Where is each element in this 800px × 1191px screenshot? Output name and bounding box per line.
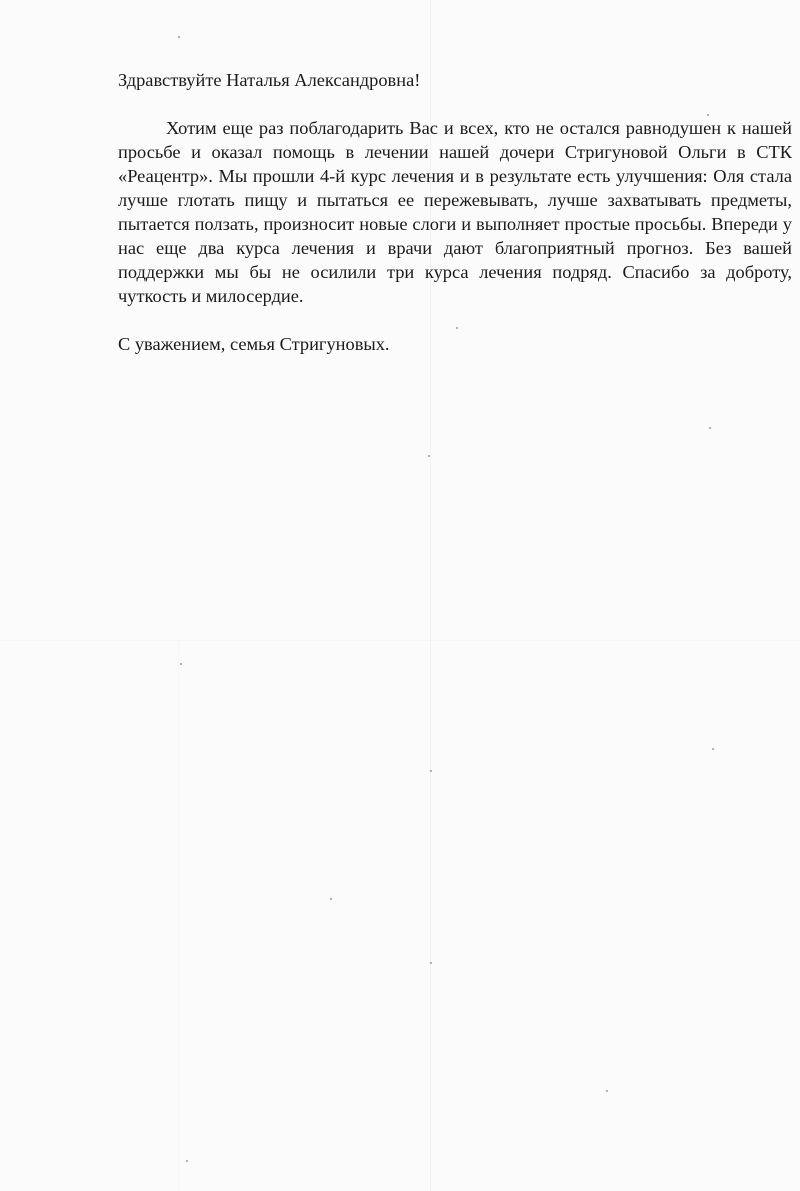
- paper-speck: [430, 770, 432, 772]
- letter-content: [118, 68, 792, 356]
- letter-body: Хотим еще раз поблагодарить Вас и всех, кто не остался равнодушен к нашей просьбе и оказал помощь в лечении нашей дочери Стригуновой Ольги в СТК «Реацентр». Мы прошли 4-й курс лечения и в результате есть улучшения: Оля стала лучше глотать пищу и пытаться ее пережевывать, лучше захватывать предметы, пытается ползать, произносит новые слоги и выполняет простые просьбы. Впереди у нас еще два курса лечения и врачи дают благоприятный прогноз. Без вашей поддержки мы бы не осилили три курса лечения подряд. Спасибо за доброту, чуткость и милосердие.: [118, 118, 792, 306]
- paper-crease: [178, 640, 179, 1191]
- paper-speck: [186, 1160, 188, 1162]
- paper-speck: [428, 455, 430, 457]
- paper-crease: [0, 640, 800, 641]
- paper-speck: [430, 962, 432, 964]
- letter-closing: С уважением, семья Стригуновых.: [118, 334, 390, 354]
- letter-greeting: Здравствуйте Наталья Александровна!: [118, 70, 421, 90]
- paper-speck: [330, 898, 332, 900]
- paper-speck: [606, 1090, 608, 1092]
- paper-speck: [180, 663, 182, 665]
- paper-speck: [712, 748, 714, 750]
- paper-speck: [709, 427, 711, 429]
- paper-speck: [178, 36, 180, 38]
